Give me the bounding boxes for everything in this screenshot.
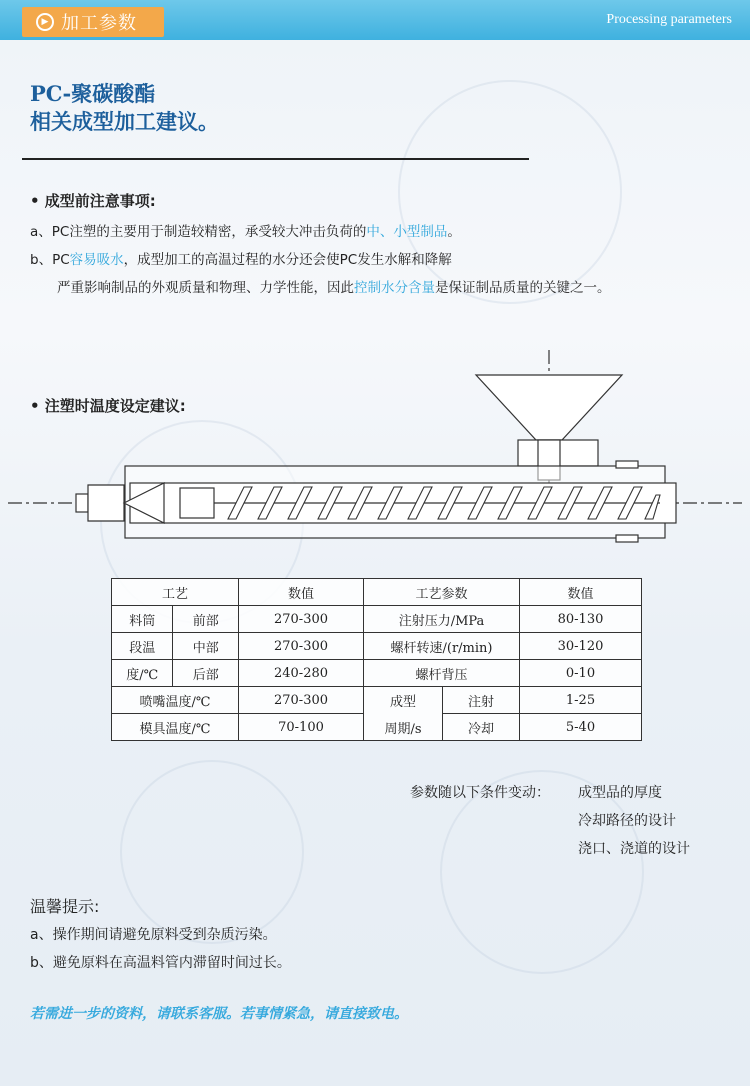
- table-header-row: [112, 579, 642, 606]
- title-line-1: PC-聚碳酸酯: [30, 81, 156, 106]
- table-cell: 冷却: [443, 714, 520, 741]
- item-a-text: a、PC注塑的主要用于制造较精密，承受较大冲击负荷的: [30, 224, 367, 240]
- hopper: [476, 375, 622, 440]
- watermark-seal: [120, 760, 304, 944]
- section-tab-label: 加工参数: [61, 13, 137, 34]
- table-cell: 270-300: [239, 687, 364, 714]
- condition-item: 浇口、浇道的设计: [578, 841, 690, 857]
- injection-machine-diagram: [0, 345, 750, 555]
- table-cell: 料筒: [112, 606, 173, 633]
- table-cell: 度/℃: [112, 660, 173, 687]
- table-cell: 70-100: [239, 714, 364, 741]
- table-cell: 1-25: [520, 687, 642, 714]
- tip-item-b: b、避免原料在高温料管内滞留时间过长。: [30, 955, 291, 971]
- table-cell: 240-280: [239, 660, 364, 687]
- item-b2-highlight: 控制水分含量: [354, 280, 435, 296]
- cycle-label-1: 成型: [389, 694, 416, 710]
- section-english-title: Processing parameters: [606, 12, 732, 27]
- table-cell: 注射压力/MPa: [364, 606, 520, 633]
- tip-item-a: a、操作期间请避免原料受到杂质污染。: [30, 927, 277, 943]
- table-header-cell: 工艺: [112, 579, 239, 606]
- table-cell: 80-130: [520, 606, 642, 633]
- table-cell: 段温: [112, 633, 173, 660]
- item-b-highlight: 容易吸水: [69, 252, 124, 268]
- table-header-cell: 工艺参数: [364, 579, 520, 606]
- table-header-cell: 数值: [239, 579, 364, 606]
- process-parameter-table: [111, 578, 642, 741]
- table-row: [112, 660, 642, 687]
- table-cell: 前部: [173, 606, 239, 633]
- check-ring: [180, 488, 214, 518]
- title-divider: [22, 158, 529, 160]
- nozzle-body: [88, 485, 124, 521]
- item-b2-text: 严重影响制品的外观质量和物理、力学性能，因此: [57, 280, 354, 296]
- housing-tab-top: [616, 461, 638, 468]
- condition-item: 冷却路径的设计: [578, 813, 676, 829]
- item-b-text: b、PC: [30, 252, 70, 268]
- table-row: [112, 633, 642, 660]
- pre-molding-item-b-cont: [57, 276, 611, 296]
- play-arrow-icon: ▶: [36, 13, 54, 31]
- table-cell: 5-40: [520, 714, 642, 741]
- temperature-heading: • 注塑时温度设定建议:: [30, 397, 186, 415]
- cycle-label-2: 周期/s: [384, 721, 422, 737]
- table-cell: 中部: [173, 633, 239, 660]
- section-tab: [22, 7, 164, 37]
- pre-molding-item-b: [30, 248, 452, 268]
- header-bar: [0, 0, 750, 40]
- pre-molding-item-a: [30, 220, 461, 240]
- table-cell: 后部: [173, 660, 239, 687]
- item-b2-suffix: 是保证制品质量的关键之一。: [435, 280, 611, 296]
- table-cell: [364, 687, 443, 741]
- item-a-highlight: 中、小型制品: [366, 224, 448, 240]
- housing-tab-bottom: [616, 535, 638, 542]
- title-line-2: 相关成型加工建议。: [30, 109, 219, 134]
- table-cell: 270-300: [239, 633, 364, 660]
- table-cell: 270-300: [239, 606, 364, 633]
- table-cell: 0-10: [520, 660, 642, 687]
- table-cell: 注射: [443, 687, 520, 714]
- table-cell: 喷嘴温度/℃: [112, 687, 239, 714]
- item-b-suffix: ，成型加工的高温过程的水分还会使PC发生水解和降解: [123, 252, 452, 268]
- watermark-seal: [398, 80, 622, 304]
- table-header-cell: 数值: [520, 579, 642, 606]
- condition-item: 成型品的厚度: [578, 785, 662, 801]
- table-cell: 螺杆转速/(r/min): [364, 633, 520, 660]
- contact-note: 若需进一步的资料，请联系客服。若事情紧急，请直接致电。: [30, 1006, 408, 1022]
- pre-molding-heading: • 成型前注意事项:: [30, 192, 156, 210]
- table-row: [112, 606, 642, 633]
- tips-heading: 温馨提示:: [30, 897, 100, 916]
- table-cell: 模具温度/℃: [112, 714, 239, 741]
- table-cell: 30-120: [520, 633, 642, 660]
- conditions-label: 参数随以下条件变动：: [410, 785, 550, 801]
- table-row: [112, 687, 642, 714]
- table-cell: 螺杆背压: [364, 660, 520, 687]
- item-a-suffix: 。: [447, 224, 461, 240]
- page-title: [30, 80, 219, 136]
- nozzle-tip: [76, 494, 88, 512]
